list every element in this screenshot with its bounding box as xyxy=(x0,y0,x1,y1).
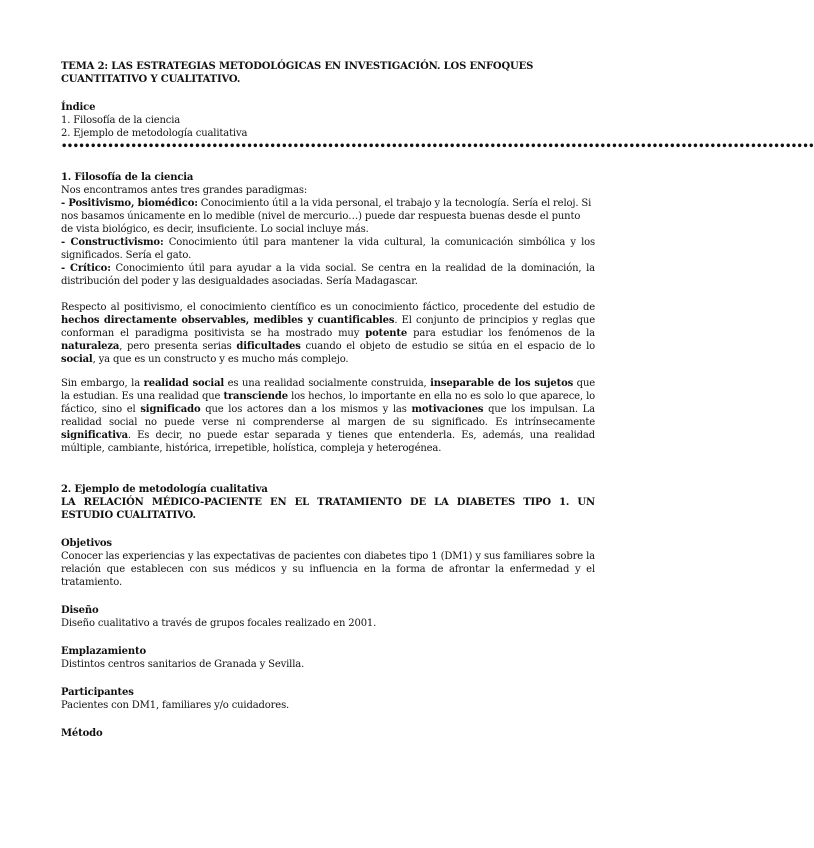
emplazamiento-text: Distintos centros sanitarios de Granada y Sevilla. xyxy=(61,659,305,670)
paradigm-term: Constructivismo: xyxy=(70,237,164,248)
index-item: 2. Ejemplo de metodología cualitativa xyxy=(61,128,248,139)
text-run: , pero presenta serias xyxy=(119,341,237,352)
text-run: los hechos, lo importante en ella no es solo lo que aparece, lo fáctico, sino el xyxy=(61,391,595,415)
text-run: cuando el objeto de estudio se sitúa en el espacio de lo xyxy=(300,341,595,352)
section-1-heading: 1. Filosofía de la ciencia xyxy=(61,172,194,183)
emphasis: dificultades xyxy=(236,341,301,352)
text-run: . Es decir, no puede estar separada y tienes que entenderla. Es, además, una realidad múltiple, cambiante, histórica, irrepetible, holística, compleja y heterogénea. xyxy=(61,430,595,454)
text-run: que los actores dan a los mismos y las xyxy=(200,404,412,415)
paradigm-dash: - xyxy=(61,198,69,209)
emplazamiento-heading: Emplazamiento xyxy=(61,646,146,657)
emphasis: social xyxy=(61,354,93,365)
text-run: Sin embargo, la xyxy=(61,378,144,389)
text-run: , ya que es un constructo y es mucho más complejo. xyxy=(92,354,349,365)
paradigm-dash: - xyxy=(61,237,71,248)
paradigm-term: Positivismo, biomédico: xyxy=(68,198,198,209)
paradigm-positivismo xyxy=(61,197,595,236)
emphasis: inseparable de los sujetos xyxy=(430,378,574,389)
objetivos-text: Conocer las experiencias y las expectativas de pacientes con diabetes tipo 1 (DM1) y sus familiares sobre la relación que establecen con sus médicos y su influencia en la forma de afrontar la enfermedad y el tratamiento. xyxy=(61,551,595,588)
text-run: es una realidad socialmente construida, xyxy=(224,378,431,389)
paradigm-term: Crítico: xyxy=(70,263,111,274)
diseno-heading: Diseño xyxy=(61,605,99,616)
text-run: . El conjunto de principios y reglas que conforman el paradigma positivista se ha mostrado muy xyxy=(61,315,595,339)
section-1-intro: Nos encontramos antes tres grandes paradigmas: xyxy=(61,185,308,196)
emphasis: hechos directamente observables, medibles y cuantificables xyxy=(61,315,395,326)
emphasis: naturaleza xyxy=(61,341,120,352)
section-2-heading: 2. Ejemplo de metodología cualitativa xyxy=(61,484,268,495)
emphasis: potente xyxy=(365,328,408,339)
objetivos-heading: Objetivos xyxy=(61,538,112,549)
emphasis: motivaciones xyxy=(411,404,484,415)
emphasis: transciende xyxy=(223,391,288,402)
paradigm-dash: - xyxy=(61,263,71,274)
text-run: que la estudian. Es una realidad que xyxy=(61,378,595,402)
paradigm-text: Conocimiento útil para mantener la vida cultural, la comunicación simbólica y los significados. Sería el gato. xyxy=(61,237,595,261)
document-title: TEMA 2: LAS ESTRATEGIAS METODOLÓGICAS EN INVESTIGACIÓN. LOS ENFOQUES CUANTITATIVO Y CUALITATIVO. xyxy=(61,61,534,85)
diseno-text: Diseño cualitativo a través de grupos focales realizado en 2001. xyxy=(61,618,377,629)
paradigm-text: Conocimiento útil para ayudar a la vida social. Se centra en la realidad de la dominación, la distribución del poder y las desigualdades asociadas. Sería Madagascar. xyxy=(61,263,595,287)
text-run: Respecto al positivismo, el conocimiento científico es un conocimiento fáctico, procedente del estudio de xyxy=(61,302,595,313)
emphasis: significativa xyxy=(61,430,128,441)
realidad-social-paragraph xyxy=(61,377,595,455)
positivismo-paragraph xyxy=(61,301,595,366)
dotted-separator: •••••••••••••••••••••••••••••••••••••••••••••••••••••••••••••••••••••••••••••••••••••••••••••••••••••••••••••••••••••••••••••••••• xyxy=(61,141,814,152)
paradigm-critico xyxy=(61,262,595,288)
study-title: LA RELACIÓN MÉDICO-PACIENTE EN EL TRATAMIENTO DE LA DIABETES TIPO 1. UN ESTUDIO CUALITATIVO. xyxy=(61,497,595,521)
text-run: que los impulsan. La realidad social no puede verse ni comprenderse al margen de su significado. Es intrínsecamente xyxy=(61,404,595,428)
paradigm-constructivismo xyxy=(61,236,595,262)
paradigm-text: Conocimiento útil a la vida personal, el trabajo y la tecnología. Sería el reloj. Si nos basamos únicamente en lo medible (nivel de mercurio…) puede dar respuesta buenas desde el punto de vista biológico, es decir, insuficiente. Lo social incluye más. xyxy=(61,198,592,235)
emphasis: realidad social xyxy=(143,378,225,389)
index-item: 1. Filosofía de la ciencia xyxy=(61,115,181,126)
participantes-heading: Participantes xyxy=(61,687,134,698)
metodo-heading: Método xyxy=(61,728,103,739)
text-run: para estudiar los fenómenos de la xyxy=(407,328,595,339)
index-heading: Índice xyxy=(61,102,96,113)
emphasis: significado xyxy=(140,404,201,415)
participantes-text: Pacientes con DM1, familiares y/o cuidadores. xyxy=(61,700,290,711)
